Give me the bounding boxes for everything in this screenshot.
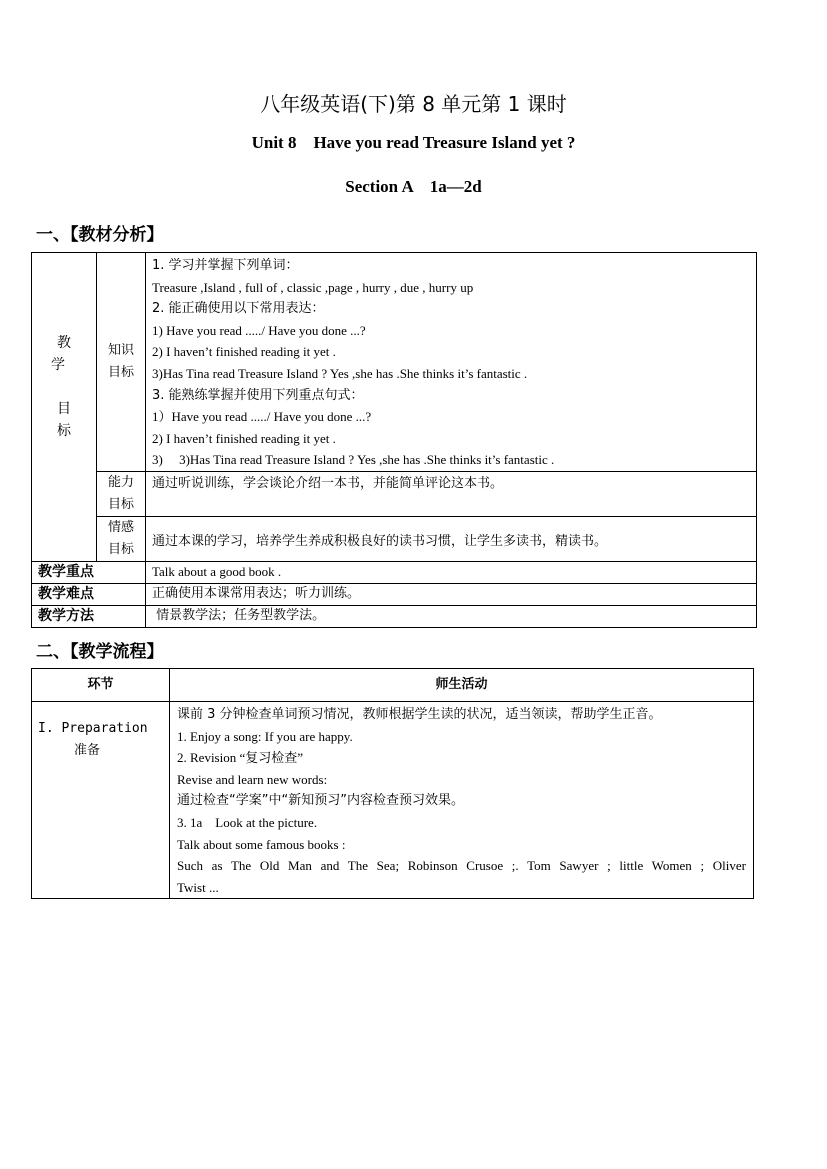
section1-heading: 一、【教材分析】 <box>36 225 164 245</box>
stage-name-cn: 准备 <box>74 743 101 758</box>
knowledge-line: 2) I haven’t finished reading it yet . <box>152 430 336 446</box>
activity-line: 通过检查“学案”中“新知预习”内容检查预习效果。 <box>177 793 464 809</box>
knowledge-goal-label <box>97 253 146 472</box>
activity-column-header: 师生活动 <box>170 669 754 702</box>
method-label: 教学方法 <box>32 605 146 627</box>
knowledge-goal-content <box>146 253 757 472</box>
activity-line: 课前 3 分钟检查单词预习情况，教师根据学生读的状况，适当领读，帮助学生正音。 <box>177 707 662 722</box>
activity-line: 2. Revision “复习检查” <box>177 750 304 766</box>
knowledge-line: Treasure ,Island , full of , classic ,page , hurry , due , hurry up <box>152 279 474 295</box>
ability-goal-content: 通过听说训练，学会谈论介绍一本书，并能简单评论这本书。 <box>146 471 757 516</box>
emotion-label-line2: 目标 <box>107 541 134 557</box>
knowledge-line: 3. 能熟练掌握并使用下列重点句式： <box>152 387 364 403</box>
stage-cell <box>32 702 170 899</box>
emotion-goal-content: 通过本课的学习，培养学生养成积极良好的读书习惯，让学生多读书，精读书。 <box>146 516 757 561</box>
key-point-label: 教学重点 <box>32 561 146 583</box>
method-content: 情景教学法；任务型教学法。 <box>146 605 757 627</box>
difficulty-content: 正确使用本课常用表达；听力训练。 <box>146 583 757 605</box>
ability-label-line2: 目标 <box>107 496 134 512</box>
knowledge-line: 3) 3)Has Tina read Treasure Island ? Yes ,she has .She thinks it’s fantastic . <box>152 452 555 468</box>
stage-column-header: 环节 <box>32 669 170 702</box>
activity-line: Twist ... <box>177 879 219 895</box>
emotion-label-line1: 情感 <box>107 519 134 535</box>
knowledge-line: 2) I haven’t finished reading it yet . <box>152 344 336 360</box>
section-title: Section A 1a—2d <box>345 177 482 196</box>
activity-line: Such as The Old Man and The Sea; Robinson Crusoe ;. Tom Sawyer ; little Women ; Oliver <box>177 858 746 874</box>
teaching-goal-label <box>32 253 97 562</box>
key-point-content: Talk about a good book . <box>146 561 757 583</box>
goal-char: 教 <box>57 334 71 351</box>
page-title-chinese: 八年级英语(下)第 8 单元第 1 课时 <box>260 92 567 116</box>
knowledge-line: 1）Have you read ...../ Have you done ...? <box>152 409 372 425</box>
goal-char: 学 <box>51 356 65 373</box>
stage-name-en: I. Preparation <box>38 721 148 736</box>
activity-line: 3. 1a Look at the picture. <box>177 814 318 830</box>
knowledge-line: 1) Have you read ...../ Have you done ...? <box>152 322 366 338</box>
activity-line: 1. Enjoy a song: If you are happy. <box>177 728 353 744</box>
activity-line: Talk about some famous books : <box>177 836 346 852</box>
ability-goal-label <box>97 471 146 516</box>
knowledge-line: 3)Has Tina read Treasure Island ? Yes ,she has .She thinks it’s fantastic . <box>152 365 528 381</box>
analysis-table <box>31 252 757 628</box>
goal-char: 标 <box>57 422 71 439</box>
difficulty-label: 教学难点 <box>32 583 146 605</box>
knowledge-line: 2. 能正确使用以下常用表达： <box>152 301 325 317</box>
emotion-goal-label <box>97 516 146 561</box>
knowledge-label-line2: 目标 <box>107 364 134 380</box>
goal-char: 目 <box>57 400 71 417</box>
process-table <box>31 668 754 899</box>
activity-line: Revise and learn new words: <box>177 771 328 787</box>
ability-label-line1: 能力 <box>107 474 134 490</box>
knowledge-label-line1: 知识 <box>107 342 134 358</box>
section2-heading: 二、【教学流程】 <box>36 642 164 662</box>
activity-cell <box>170 702 754 899</box>
unit-title: Unit 8 Have you read Treasure Island yet ? <box>251 133 576 152</box>
knowledge-line: 1. 学习并掌握下列单词： <box>152 258 299 273</box>
